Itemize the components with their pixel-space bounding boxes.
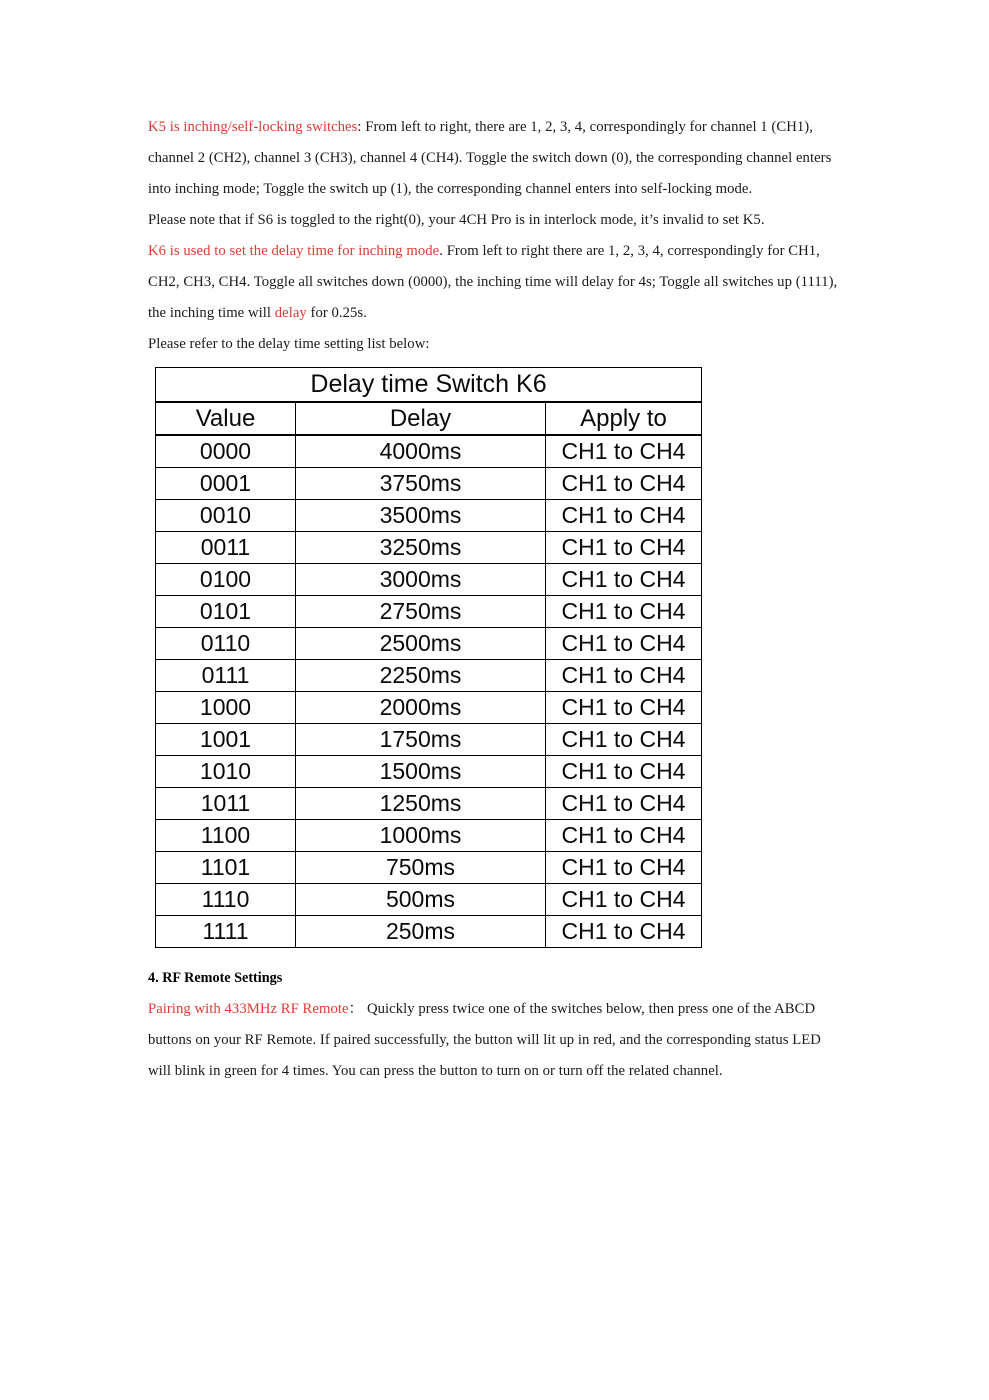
table-row (156, 756, 702, 788)
cell-value: 0001 (156, 468, 296, 500)
column-header-apply-to: Apply to (546, 402, 702, 435)
paragraph-k5-switches (148, 112, 843, 205)
table-row (156, 916, 702, 948)
k6-lead-label: K6 is used to set the delay time for inching mode (148, 243, 440, 259)
rf-remote-section (148, 963, 843, 1087)
cell-apply-to: CH1 to CH4 (546, 788, 702, 820)
cell-apply-to: CH1 to CH4 (546, 500, 702, 532)
table-body (156, 368, 702, 948)
table-title-row (156, 368, 702, 403)
cell-delay: 3500ms (296, 500, 546, 532)
k6-body-text: . From left to right there are 1, 2, 3, 4, correspondingly for CH1, CH2, CH3, CH4. Toggle all switches down (0000), the inching time will delay for 4s; Toggle all switches up (1111), the inching time will (148, 243, 838, 321)
table-header-row (156, 402, 702, 435)
cell-value: 1001 (156, 724, 296, 756)
paragraph-k6-delay (148, 236, 843, 329)
cell-delay: 2250ms (296, 660, 546, 692)
cell-value: 1000 (156, 692, 296, 724)
cell-apply-to: CH1 to CH4 (546, 660, 702, 692)
paragraph-s6-note (148, 205, 843, 236)
cell-apply-to: CH1 to CH4 (546, 820, 702, 852)
cell-value: 0101 (156, 596, 296, 628)
k6-tail-text: for 0.25s. (306, 305, 367, 321)
table-row (156, 692, 702, 724)
pairing-body-text: ： Quickly press twice one of the switches below, then press one of the ABCD buttons on your RF Remote. If paired successfully, the button will lit up in red, and the corresponding status LED will blink in green for 4 times. You can press the button to turn on or turn off the related channel. (148, 1001, 821, 1079)
cell-delay: 750ms (296, 852, 546, 884)
cell-apply-to: CH1 to CH4 (546, 884, 702, 916)
cell-value: 0110 (156, 628, 296, 660)
cell-delay: 1750ms (296, 724, 546, 756)
cell-apply-to: CH1 to CH4 (546, 692, 702, 724)
table-row (156, 435, 702, 468)
s6-note-text: Please note that if S6 is toggled to the right(0), your 4CH Pro is in interlock mode, it’s invalid to set K5. (148, 212, 765, 228)
intro-text-block (148, 112, 843, 360)
cell-delay: 250ms (296, 916, 546, 948)
table-row (156, 884, 702, 916)
table-row (156, 564, 702, 596)
cell-delay: 4000ms (296, 435, 546, 468)
table-row (156, 628, 702, 660)
k5-body-text: : From left to right, there are 1, 2, 3, 4, correspondingly for channel 1 (CH1), channel 2 (CH2), channel 3 (CH3), channel 4 (CH4). Toggle the switch down (0), the corresponding channel enters into inching mode; Toggle the switch up (1), the corresponding channel enters into self-locking mode. (148, 119, 832, 197)
cell-delay: 2750ms (296, 596, 546, 628)
cell-apply-to: CH1 to CH4 (546, 756, 702, 788)
cell-apply-to: CH1 to CH4 (546, 532, 702, 564)
cell-delay: 500ms (296, 884, 546, 916)
paragraph-refer-note (148, 329, 843, 360)
cell-delay: 1500ms (296, 756, 546, 788)
column-header-value: Value (156, 402, 296, 435)
section-heading-rf-remote: 4. RF Remote Settings (148, 970, 283, 986)
cell-value: 1110 (156, 884, 296, 916)
table-row (156, 852, 702, 884)
delay-time-table-container (155, 367, 701, 948)
table-row (156, 596, 702, 628)
cell-delay: 3250ms (296, 532, 546, 564)
cell-value: 1100 (156, 820, 296, 852)
table-row (156, 820, 702, 852)
cell-delay: 3750ms (296, 468, 546, 500)
cell-value: 0011 (156, 532, 296, 564)
cell-apply-to: CH1 to CH4 (546, 852, 702, 884)
column-header-delay: Delay (296, 402, 546, 435)
delay-time-switch-k6-table (155, 367, 702, 948)
cell-apply-to: CH1 to CH4 (546, 435, 702, 468)
pairing-lead-label: Pairing with 433MHz RF Remote (148, 1001, 349, 1017)
cell-value: 1011 (156, 788, 296, 820)
cell-apply-to: CH1 to CH4 (546, 564, 702, 596)
table-row (156, 500, 702, 532)
cell-value: 0100 (156, 564, 296, 596)
table-row (156, 724, 702, 756)
k6-delay-word: delay (274, 305, 307, 321)
cell-value: 1010 (156, 756, 296, 788)
table-row (156, 788, 702, 820)
cell-value: 0010 (156, 500, 296, 532)
cell-apply-to: CH1 to CH4 (546, 916, 702, 948)
cell-apply-to: CH1 to CH4 (546, 724, 702, 756)
cell-delay: 2500ms (296, 628, 546, 660)
cell-delay: 3000ms (296, 564, 546, 596)
cell-value: 0111 (156, 660, 296, 692)
table-row (156, 532, 702, 564)
cell-apply-to: CH1 to CH4 (546, 468, 702, 500)
cell-value: 1111 (156, 916, 296, 948)
cell-delay: 2000ms (296, 692, 546, 724)
cell-apply-to: CH1 to CH4 (546, 628, 702, 660)
cell-value: 1101 (156, 852, 296, 884)
table-title-cell: Delay time Switch K6 (156, 368, 702, 403)
cell-value: 0000 (156, 435, 296, 468)
k5-lead-label: K5 is inching/self-locking switches (148, 119, 358, 135)
paragraph-pairing (148, 994, 843, 1087)
cell-apply-to: CH1 to CH4 (546, 596, 702, 628)
table-row (156, 468, 702, 500)
cell-delay: 1000ms (296, 820, 546, 852)
table-row (156, 660, 702, 692)
refer-note-text: Please refer to the delay time setting list below: (148, 336, 430, 352)
cell-delay: 1250ms (296, 788, 546, 820)
